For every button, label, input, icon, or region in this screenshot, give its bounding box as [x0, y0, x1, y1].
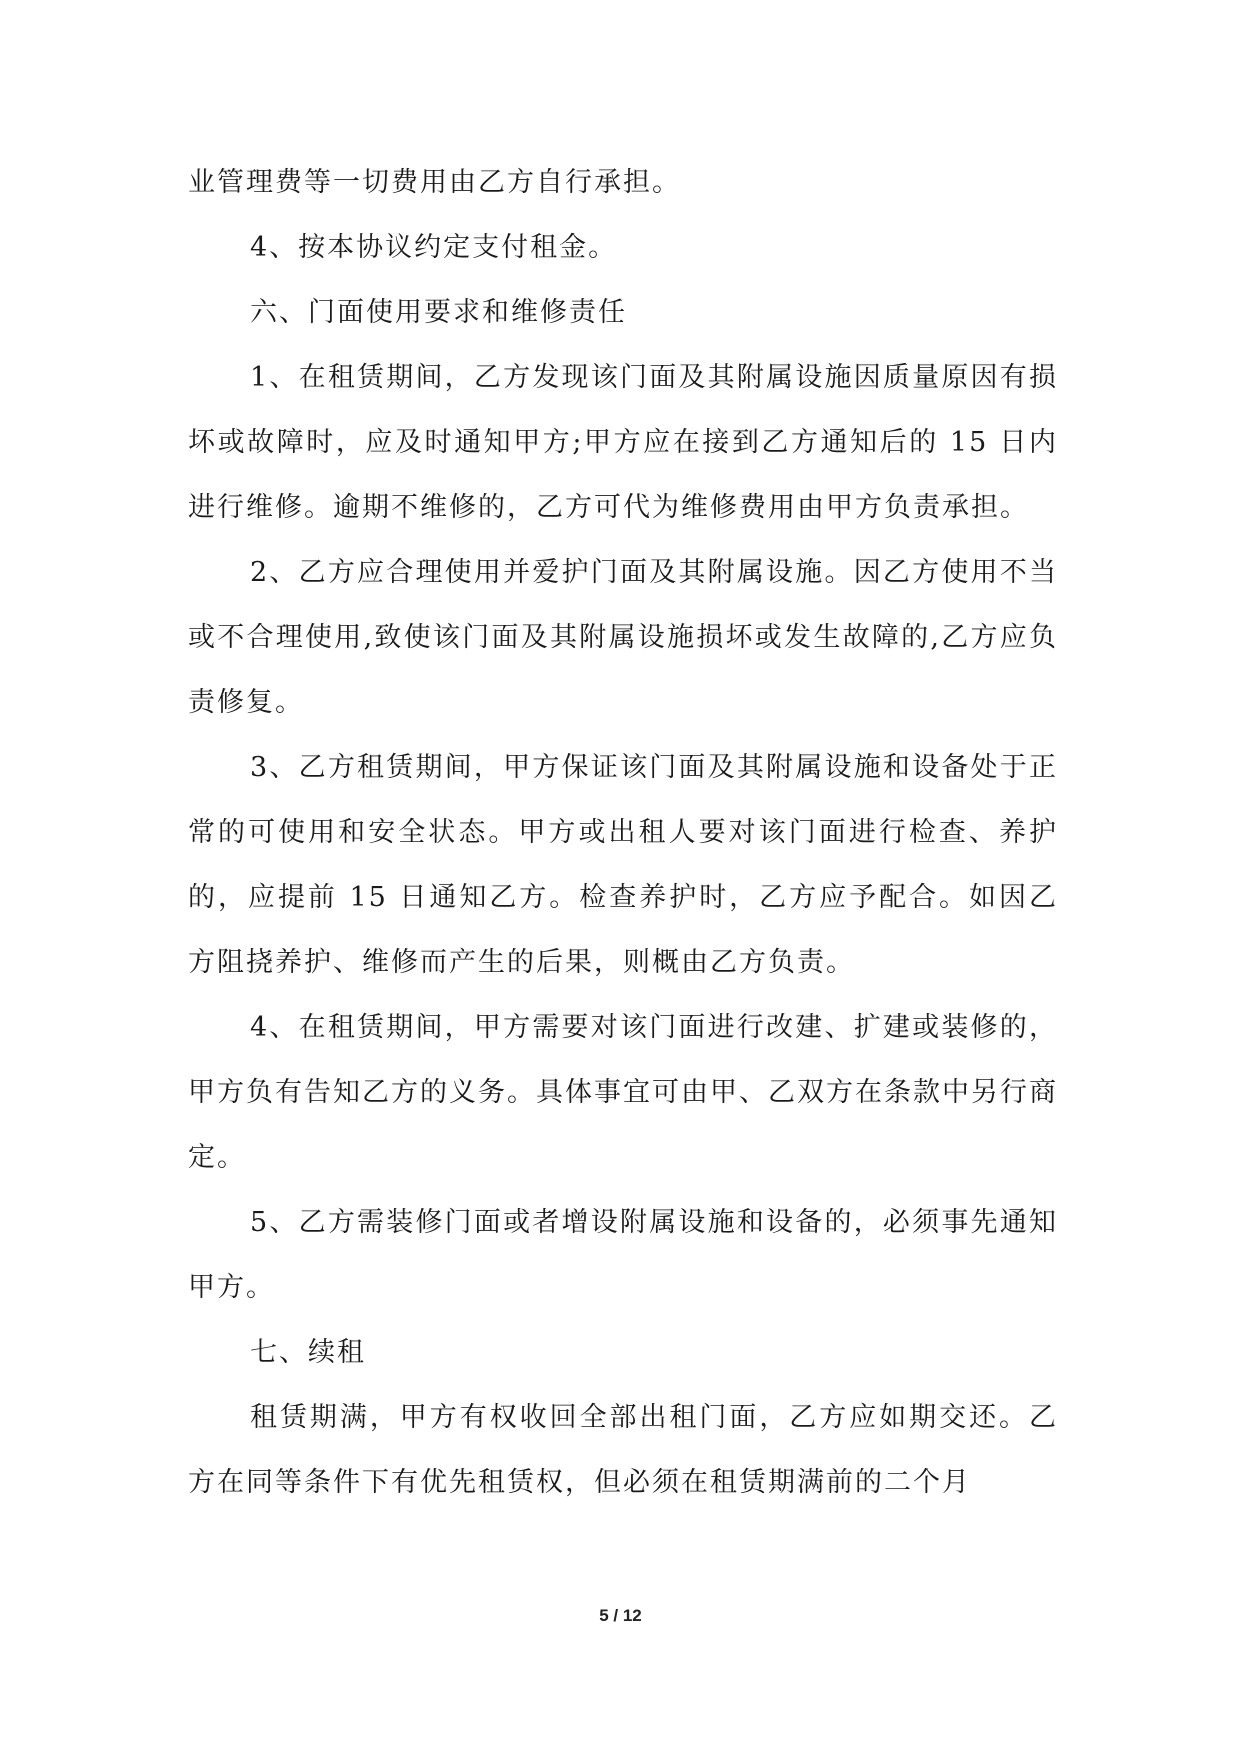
paragraph-1: 业管理费等一切费用由乙方自行承担。: [188, 167, 681, 198]
paragraph-4: 1、在租赁期间，乙方发现该门面及其附属设施因质量原因有损坏或故障时，应及时通知甲方;甲方应在接到乙方通知后的 15 日内进行维修。逾期不维修的，乙方可代为维修费用由甲方负责承担。: [188, 362, 1058, 523]
paragraph-7: 4、在租赁期间，甲方需要对该门面进行改建、扩建或装修的，甲方负有告知乙方的义务。具体事宜可由甲、乙双方在条款中另行商定。: [188, 1012, 1058, 1173]
section-heading-7: 七、续租: [250, 1337, 366, 1368]
paragraph-8: 5、乙方需装修门面或者增设附属设施和设备的，必须事先通知甲方。: [188, 1207, 1058, 1303]
document-body: [188, 150, 1058, 1515]
paragraph-2: 4、按本协议约定支付租金。: [250, 232, 618, 263]
paragraph-5: 2、乙方应合理使用并爱护门面及其附属设施。因乙方使用不当或不合理使用,致使该门面及其附属设施损坏或发生故障的,乙方应负责修复。: [188, 557, 1058, 718]
paragraph-10: 租赁期满，甲方有权收回全部出租门面，乙方应如期交还。乙方在同等条件下有优先租赁权，但必须在租赁期满前的二个月: [188, 1402, 1058, 1498]
section-heading-6: 六、门面使用要求和维修责任: [250, 297, 627, 328]
page-number: 5 / 12: [599, 1606, 642, 1625]
paragraph-6: 3、乙方租赁期间，甲方保证该门面及其附属设施和设备处于正常的可使用和安全状态。甲方或出租人要对该门面进行检查、养护的，应提前 15 日通知乙方。检查养护时，乙方应予配合。如因乙方阻挠养护、维修而产生的后果，则概由乙方负责。: [188, 752, 1058, 978]
